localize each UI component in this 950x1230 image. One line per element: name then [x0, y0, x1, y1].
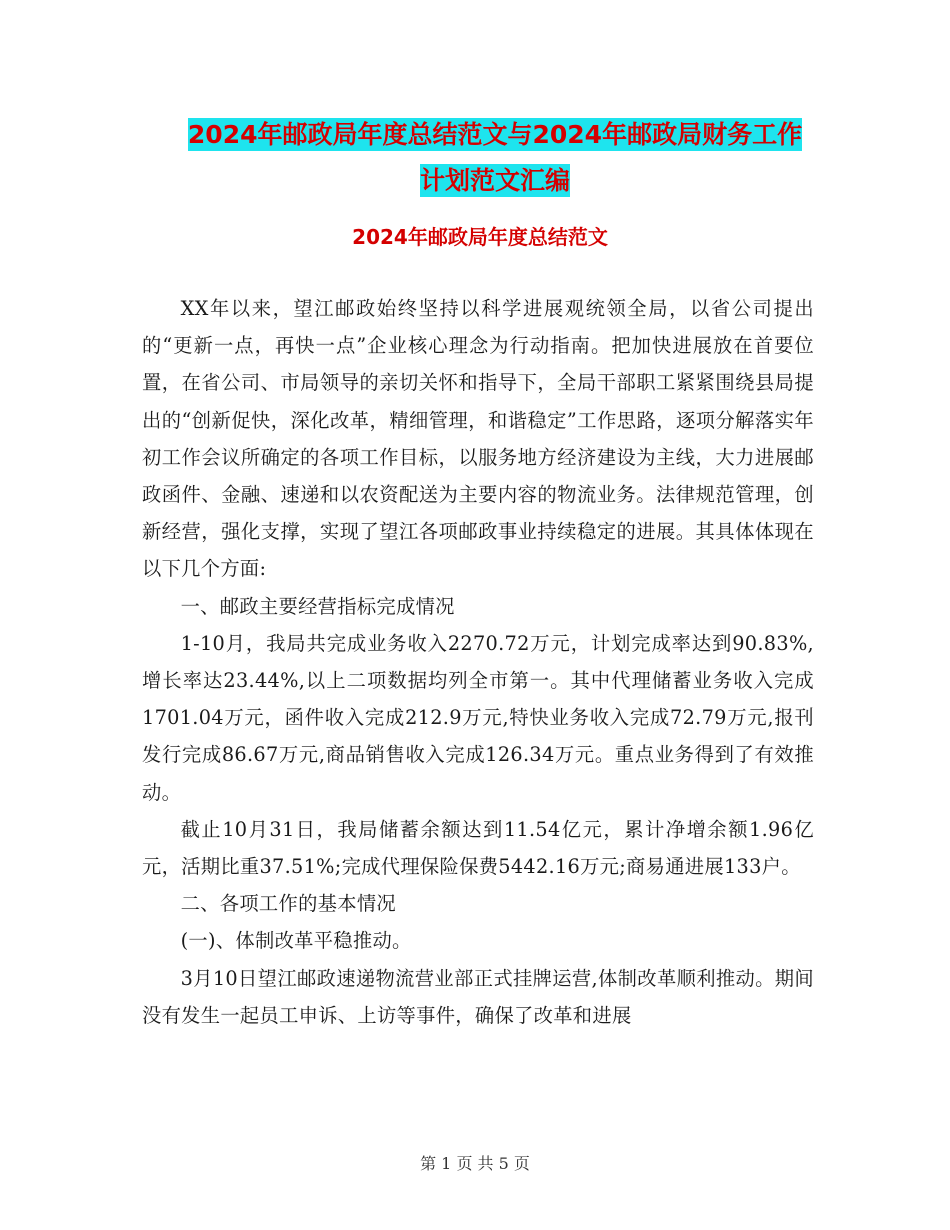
- heading-work-status: 二、各项工作的基本情况: [180, 892, 396, 916]
- paragraph-revenue: 1-10月，我局共完成业务收入2270.72万元，计划完成率达到90.83%,增长率达23.44%,以上二项数据均列全市第一。其中代理储蓄业务收入完成1701.04万元，函件收入完成212.9万元,特快业务收入完成72.79万元,报刊发行完成86.67万元,商品销售收入完成126.34万元。重点业务得到了有效推动。: [142, 631, 814, 804]
- paragraph-reform: 3月10日望江邮政速递物流营业部正式挂牌运营,体制改革顺利推动。期间没有发生一起员工申诉、上访等事件，确保了改革和进展: [142, 966, 814, 1027]
- title-line-2: 计划范文汇编: [419, 166, 570, 195]
- page-footer: 第 1 页 共 5 页: [420, 1154, 530, 1173]
- heading-indicators: 一、邮政主要经营指标完成情况: [180, 594, 455, 618]
- subheading-reform: (一)、体制改革平稳推动。: [180, 929, 412, 953]
- document-title: [140, 112, 850, 204]
- title-line-1: 2024年邮政局年度总结范文与2024年邮政局财务工作: [187, 120, 803, 149]
- paragraph-intro: XX年以来，望江邮政始终坚持以科学进展观统领全局，以省公司提出的“更新一点，再快一点”企业核心理念为行动指南。把加快进展放在首要位置，在省公司、市局领导的亲切关怀和指导下，全局干部职工紧紧围绕县局提出的“创新促快，深化改革，精细管理，和谐稳定”工作思路，逐项分解落实年初工作会议所确定的各项工作目标，以服务地方经济建设为主线，大力进展邮政函件、金融、速递和以农资配送为主要内容的物流业务。法律规范管理，创新经营，强化支撑，实现了望江各项邮政事业持续稳定的进展。其具体体现在以下几个方面:: [142, 297, 814, 581]
- paragraph-savings: 截止10月31日，我局储蓄余额达到11.54亿元，累计净增余额1.96亿元，活期比重37.51%;完成代理保险保费5442.16万元;商易通进展133户。: [142, 817, 814, 879]
- document-body: [142, 290, 814, 1034]
- section-title: 2024年邮政局年度总结范文: [352, 225, 608, 249]
